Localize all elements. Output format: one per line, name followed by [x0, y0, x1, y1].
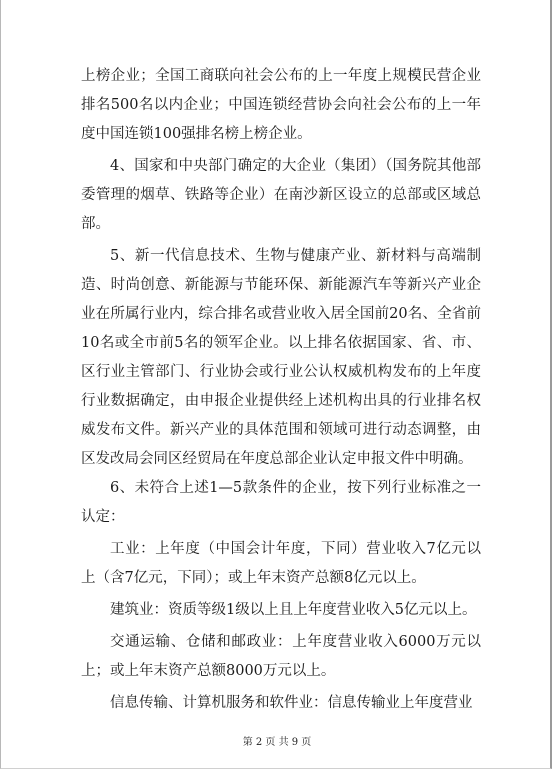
page-footer: 第 2 页 共 9 页 [242, 737, 312, 748]
paragraph-item-6: 6、未符合上述1—5款条件的企业，按下列行业标准之一认定： [81, 480, 481, 525]
paragraph-continuation: 上榜企业；全国工商联向社会公布的上一年度上规模民营企业排名500名以内企业；中国连锁经营协会向社会公布的上一年度中国连锁100强排名榜上榜企业。 [81, 68, 481, 142]
paragraph-transport: 交通运输、仓储和邮政业：上年度营业收入6000万元以上；或上年末资产总额8000万元以上。 [81, 634, 481, 679]
paragraph-it: 信息传输、计算机服务和软件业：信息传输业上年度营业 [110, 695, 473, 711]
paragraph-item-4: 4、国家和中央部门确定的大企业（集团）（国务院其他部委管理的烟草、铁路等企业）在南沙新区设立的总部或区域总部。 [81, 158, 481, 232]
paragraph-item-5: 5、新一代信息技术、生物与健康产业、新材料与高端制造、时尚创意、新能源与节能环保、新能源汽车等新兴产业企业在所属行业内，综合排名或营业收入居全国前20名、全省前10名或全市前5名的领军企业。以上排名依据国家、省、市、区行业主管部门、行业协会或行业公认权威机构发布的上年度行业数据确定，由申报企业提供经上述机构出具的行业排名权威发布文件。新兴产业的具体范围和领域可进行动态调整，由区发改局会同区经贸局在年度总部企业认定申报文件中明确。 [81, 248, 481, 467]
paragraph-industry: 工业：上年度（中国会计年度，下同）营业收入7亿元以上（含7亿元，下同）；或上年末资产总额8亿元以上。 [81, 541, 481, 586]
paragraph-construction: 建筑业：资质等级1级以上且上年度营业收入5亿元以上。 [110, 602, 477, 618]
document-body [81, 62, 481, 718]
